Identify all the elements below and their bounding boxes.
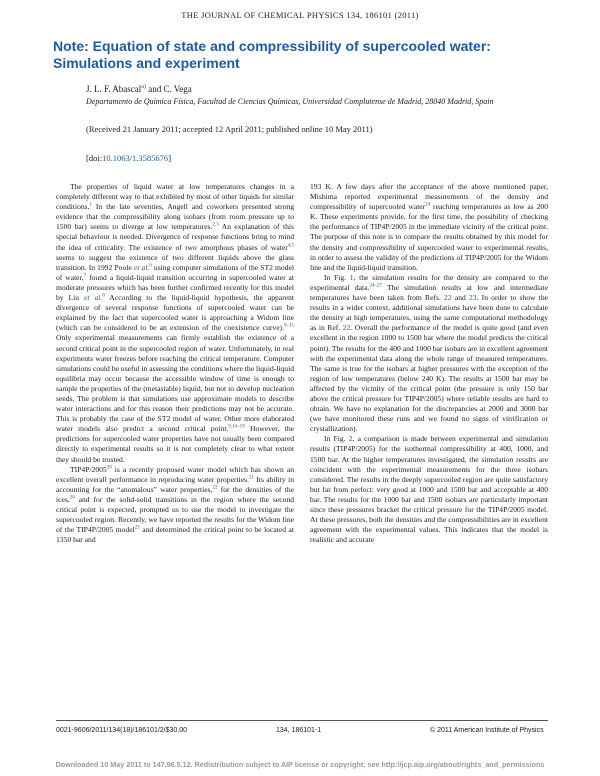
reference-link[interactable]: 22 bbox=[444, 293, 452, 303]
citation-ref[interactable]: 2,3 bbox=[212, 222, 219, 228]
paragraph-continuation: 193 K. A few days after the acceptance of the above mentioned paper, Mishima reported experimental measurements of the density and compressibility of supercooled water$^{24}$ reaching temperatures as low as 200 K. These experiments provide, for the first time, the possibility of checking the performance of TIP4P/2005 in the immediate vicinity of the critical point. The purpose of this note is to compare the results obtained by this model for the density and compressibility of supercooled water to experimental results, in order to assess the validity of the predictions of TIP4P/2005 for the Widom line and the liquid-liquid transition. bbox=[310, 182, 548, 272]
citation-ref[interactable]: 22 bbox=[212, 485, 218, 491]
journal-running-header: THE JOURNAL OF CHEMICAL PHYSICS 134, 186101 (2011) bbox=[181, 10, 419, 20]
citation-ref[interactable]: 21 bbox=[248, 475, 254, 481]
citation-ref[interactable]: 9–15 bbox=[284, 323, 294, 329]
author-vega: and C. Vega bbox=[145, 84, 192, 94]
affiliation: Departamento de Química Física, Facultad de Ciencias Químicas, Universidad Complutense de Madrid, 28040 Madrid, Spain bbox=[86, 97, 494, 106]
citation-ref[interactable]: 1 bbox=[89, 202, 93, 208]
doi-line bbox=[86, 153, 171, 163]
article-title: Note: Equation of state and compressibility of supercooled water: Simulations and experiment bbox=[53, 38, 491, 71]
author-line bbox=[86, 84, 192, 94]
footer-rule bbox=[56, 720, 548, 721]
reference-link[interactable]: 23 bbox=[468, 293, 477, 303]
citation-ref[interactable]: 20 bbox=[69, 495, 75, 501]
citation-ref[interactable]: 20 bbox=[106, 465, 112, 471]
citation-ref[interactable]: 4,5 bbox=[287, 243, 294, 249]
citation-ref[interactable]: 6 bbox=[149, 263, 152, 269]
footer-page-number: 134, 186101-1 bbox=[276, 727, 322, 734]
paragraph-fig2: In Fig. 2, a comparison is made between experimental and simulation results (TIP4P/2005) for the isothermal compressibility at 400, 1000, and 1500 bar. At the higher temperatures investigated, the simulation results are coincident with the experimental measurements for the three isobars considered. The results in the deeply supercooled region are quite satisfactory but far from perfect: very good at 1000 and 1500 bar and acceptable at 400 bar. The results for the 1000 bar and 1500 isobars are particularly important since these pressures bracket the critical pressure for the TIP4P/2005 model. At these pressures, both the densities and the compressibilities are in excellent agreement with the experimental values. This indicates that the model is realistic and accurate bbox=[310, 434, 549, 545]
paragraph-intro: The properties of liquid water at low temperatures changes in a completely different way to that exhibited by most of other liquids for similar conditions.$^1$ In the late seventies, Angell and coworkers presented strong evidence that the compressibility along isobars (from room pressure up to 1500 bar) seems to diverge at low temperatures.$^{2,3}$ An explanation of this special behaviour is needed. Divergence of response functions bring to mind the idea of criticality. The existence of two amorphous phases of water$^{4,5}$ seems to suggest the existence of two different liquids above the glass transition. In 1992 Poole et al.$^6$ using computer simulations of the ST2 model of water,$^7$ found a liquid-liquid transition occurring in supercooled water at moderate pressures which has been further confirmed recently for this model by Liu et al.$^8$ According to the liquid-liquid hypothesis, the apparent divergence of several response functions of supercooled water can be explained by the fact that supercooled water is approaching a Widom line (which can be considered to be an extension of the coexistence curve).$^{9-15}$ Only experimental measurements can firmly establish the existence of a second critical point in the supercooled region of water. Unfortunately, in real experiments water freezes before reaching the critical temperature. Computer simulations could be useful in assessing the conditions where the liquid-liquid equilibria may occur because the accessible window of time is enough to sample the properties of the (metastable) liquid, but not to develop nucleation seeds. The problem is that simulations use approximate models to describe water interactions and for this reason their predictions may not be accurate. This is probably the case of the ST2 model of water. Other more elaborated water models also predict a second critical point.$^{9,16-19}$ However, the predictions for supercooled water properties have not usually been compared directly to experimental results so it is not completely clear to what extent they should be trusted. bbox=[56, 182, 295, 464]
paragraph-tip4p: TIP4P/2005$^{20}$ is a recently proposed water model which has shown an excellent overall performance in reproducing water properties.$^{21}$ Its ability in accounting for the “anomalous” water properties,$^{22}$ for the densities of the ices,$^{20}$ and for the solid-solid transitions in the region where the second critical point is expected, prompted us to use the model to investigate the supercooled region. Recently, we have reported the results for the Widom line of the TIP4P/2005 model$^{23}$ and determined the critical point to be located at 1350 bar and bbox=[56, 464, 295, 545]
doi-link[interactable]: 10.1063/1.3585676 bbox=[102, 153, 169, 163]
citation-ref[interactable]: 8 bbox=[102, 293, 105, 299]
citation-ref[interactable]: 24 bbox=[425, 202, 431, 208]
figure-link[interactable]: 2 bbox=[348, 434, 353, 444]
received-dates: (Received 21 January 2011; accepted 12 April 2011; published online 10 May 2011) bbox=[86, 124, 373, 134]
footer-issn: 0021-9606/2011/134(18)/186101/2/$30.00 bbox=[56, 727, 188, 734]
author-footnote-mark[interactable]: a) bbox=[141, 84, 146, 90]
citation-ref[interactable]: 23 bbox=[134, 525, 140, 531]
reference-link[interactable]: 22 bbox=[342, 323, 351, 333]
download-notice: Downloaded 10 May 2011 to 147.96.5.12. Redistribution subject to AIP license or copyright; see http://jcp.aip.org/about/rights_and_permissions bbox=[55, 760, 545, 769]
citation-ref[interactable]: 9,16–19 bbox=[228, 424, 245, 430]
citation-ref[interactable]: 7 bbox=[83, 273, 87, 279]
doi-suffix: ] bbox=[168, 153, 172, 163]
figure-link[interactable]: 1 bbox=[349, 272, 354, 282]
right-column bbox=[310, 182, 548, 545]
author-abascal: J. L. F. Abascal bbox=[86, 84, 142, 94]
left-column bbox=[56, 182, 294, 545]
doi-prefix: [doi: bbox=[86, 153, 103, 163]
footer-copyright: © 2011 American Institute of Physics bbox=[430, 727, 544, 734]
paragraph-fig1: In Fig. 1, the simulation results for the density are compared to the experimental data.$^{24-27}$ The simulation results at low and intermediate temperatures have been taken from Refs. 22 and 23. In order to show the results in a wider context, additional simulations have been done to calculate the density at high temperatures, using the same computational methodology as in Ref. 22. Overall the performance of the model is quite good (and even excellent in the region 1000 to 1500 bar where the model predicts the critical point). The results for the 400 and 1000 bar isobars are in excellent agreement with the experimental data along the whole range of measured temperatures. The same is true for the isobars at higher pressures with the exception of the region of low temperatures (below 240 K). The results at 1500 bar may be affected by the vicinity of the critical point (the pressure is only 150 bar above the critical pressure for TIP4P/2005) where reliable results are hard to obtain. We have no explanation for the discrepancies at 2000 and 3000 bar (we have monitored these runs and we found no signs of vitrification or crystallization). bbox=[310, 272, 549, 434]
citation-ref[interactable]: 24–27 bbox=[369, 283, 382, 289]
